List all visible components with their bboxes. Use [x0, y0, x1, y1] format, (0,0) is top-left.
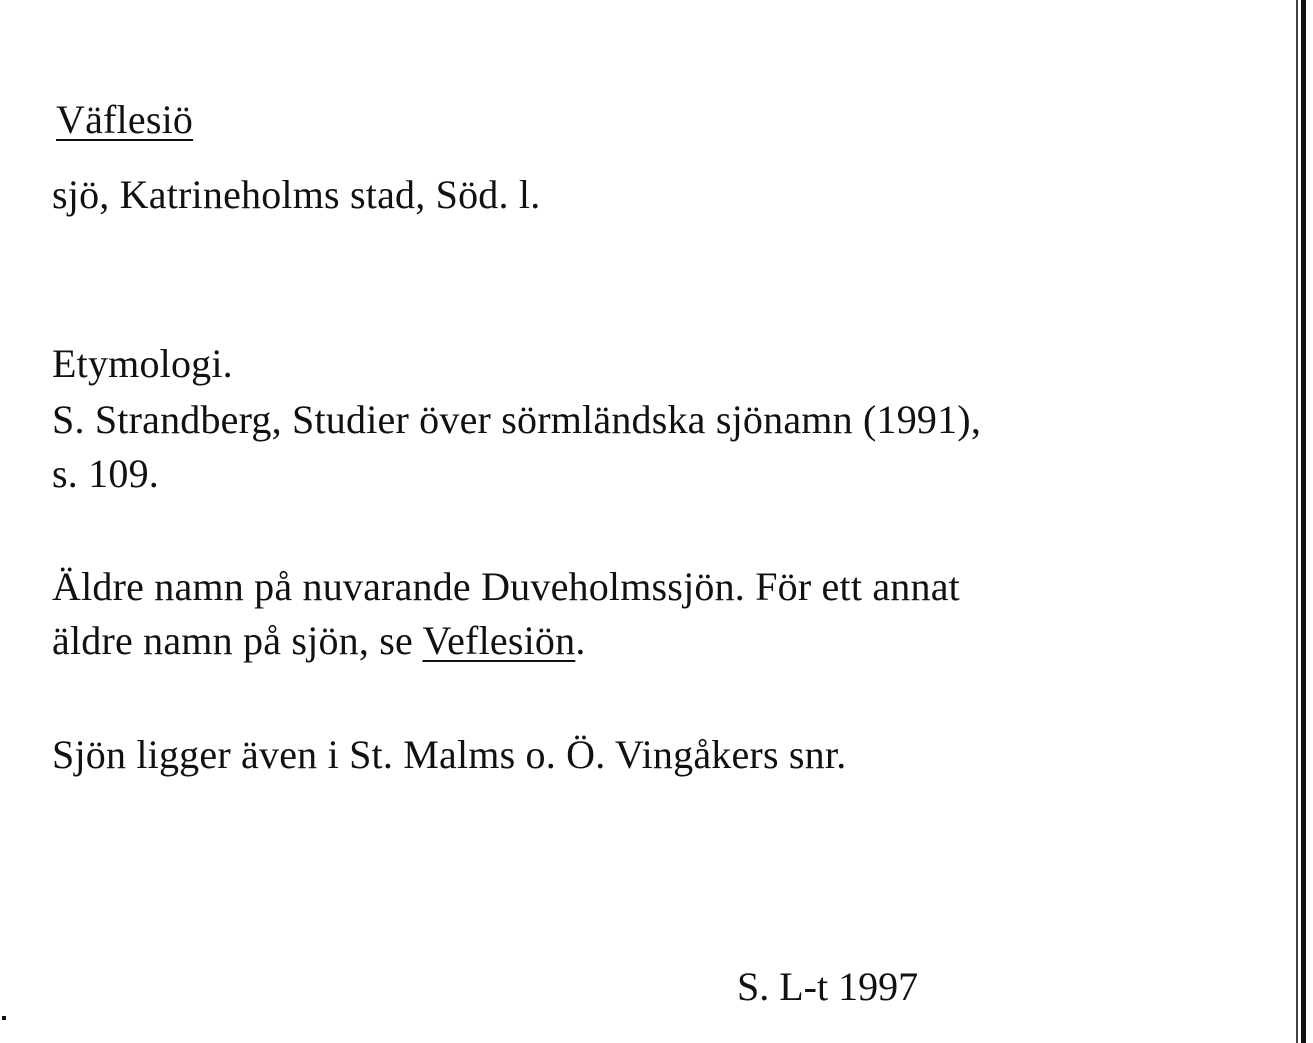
- signature: S. L-t 1997: [737, 964, 919, 1009]
- scan-edge: [1301, 0, 1306, 1043]
- reference-line-2: s. 109.: [52, 451, 159, 496]
- scan-edge-shadow: [1296, 0, 1298, 1043]
- note-line-3: Sjön ligger även i St. Malms o. Ö. Vingåkers snr.: [52, 732, 847, 777]
- cross-reference-link[interactable]: Veflesiön: [422, 618, 576, 663]
- note-line-2-suffix: .: [575, 618, 586, 663]
- reference-line-1: S. Strandberg, Studier över sörmländska sjönamn (1991),: [52, 397, 982, 442]
- location-line: sjö, Katrineholms stad, Söd. l.: [52, 172, 541, 217]
- note-line-2: [52, 619, 586, 663]
- etymology-heading: Etymologi.: [52, 341, 233, 386]
- note-line-2-prefix: äldre namn på sjön, se: [52, 618, 423, 663]
- scan-speck: [2, 1016, 6, 1020]
- headword: Väflesiö: [56, 97, 194, 142]
- note-line-1: Äldre namn på nuvarande Duveholmssjön. För ett annat: [52, 564, 960, 609]
